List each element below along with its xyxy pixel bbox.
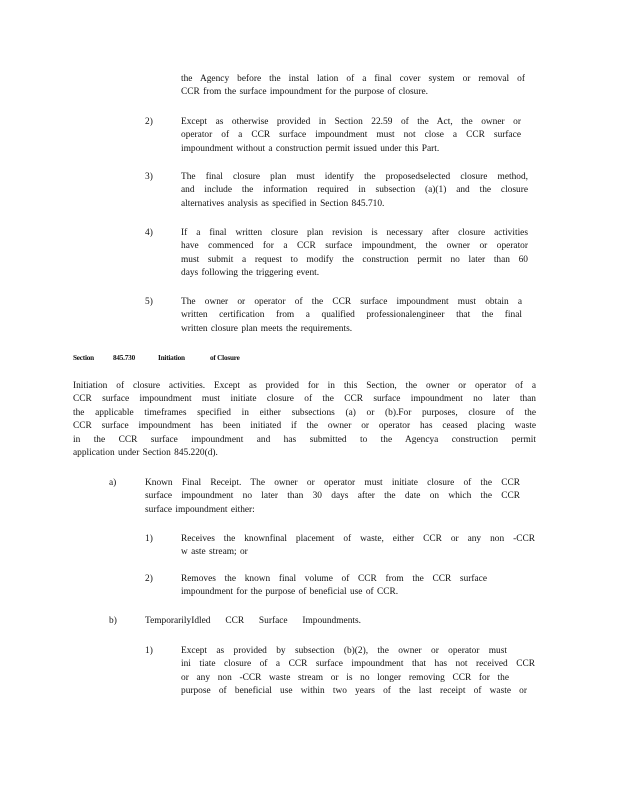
text-line: alternatives analysis as specified in Section 845.710. — [181, 198, 385, 209]
text-line: the Agency before the instal lation of a final cover system or removal of — [181, 74, 525, 84]
text-line: If a final written closure plan revision is necessary after closure activities — [181, 228, 528, 238]
subsection-marker: a) — [109, 478, 117, 488]
text-line: application under Section 845.220(d). — [73, 448, 218, 459]
text-line: or any non -CCR waste stream or is no longer removing CCR for the — [181, 672, 509, 683]
section-label: Section — [73, 354, 94, 362]
list-marker: 3) — [145, 172, 153, 182]
text-line: written closure plan meets the requirements. — [181, 323, 353, 334]
text-line: and include the information required in subsection (a)(1) and the closure — [181, 185, 528, 196]
text-line: w aste stream; or — [181, 547, 248, 558]
text-line: Initiation of closure activities. Except as provided for in this Section, the owner or operator of a — [73, 381, 536, 391]
text-line: The owner or operator of the CCR surface impoundment must obtain a — [181, 297, 522, 307]
subsection-b-title — [145, 615, 361, 628]
text-line: the applicable timeframes specified in either subsections (a) or (b).For purposes, closure of the — [73, 407, 536, 418]
section-number: 845.730 — [113, 354, 135, 362]
continuation-paragraph — [181, 73, 525, 100]
list-marker: 1) — [145, 534, 153, 544]
list-marker: 4) — [145, 228, 153, 238]
intro-paragraph — [73, 380, 536, 460]
text-line: Removes the known final volume of CCR from the CCR surface — [181, 574, 487, 584]
list-marker: 1) — [145, 646, 153, 656]
list-item — [181, 116, 521, 156]
list-item — [181, 573, 487, 600]
section-title-rest: of Closure — [210, 354, 240, 362]
section-title-word: Initiation — [158, 354, 185, 362]
list-item — [181, 533, 535, 560]
text-line: days following the triggering event. — [181, 268, 320, 279]
section-heading — [73, 352, 273, 364]
text-line: Except as otherwise provided in Section 22.59 of the Act, the owner or — [181, 117, 521, 127]
text-line: CCR surface impoundment has been initiated if the owner or operator has ceased placing waste — [73, 421, 536, 432]
subsection-marker: b) — [109, 616, 117, 626]
list-marker: 2) — [145, 117, 153, 127]
list-item — [181, 227, 528, 281]
text-line: written certification from a qualified professionalengineer that the final — [181, 310, 522, 321]
text-line: have commenced for a CCR surface impoundment, the owner or operator — [181, 241, 528, 252]
text-line: in the CCR surface impoundment and has submitted to the Agencya construction permit — [73, 434, 536, 445]
text-line: CCR from the surface impoundment for the purpose of closure. — [181, 87, 428, 98]
subsection-title: TemporarilyIdled CCR Surface Impoundments. — [145, 616, 361, 626]
list-item — [181, 645, 535, 699]
text-line: impoundment for the purpose of beneficial use of CCR. — [181, 587, 399, 598]
text-line: ini tiate closure of a CCR surface impoundment that has not received CCR — [181, 659, 535, 670]
text-line: Receives the knownfinal placement of waste, either CCR or any non -CCR — [181, 534, 535, 544]
text-line: purpose of beneficial use within two years of the last receipt of waste or — [181, 686, 527, 697]
text-line: Except as provided by subsection (b)(2), the owner or operator must — [181, 646, 507, 656]
text-line: surface impoundment either: — [145, 504, 255, 515]
list-marker: 5) — [145, 297, 153, 307]
text-line: surface impoundment no later than 30 days after the date on which the CCR — [145, 491, 520, 502]
subsection-a-text — [145, 477, 520, 517]
list-item — [181, 296, 522, 336]
list-marker: 2) — [145, 574, 153, 584]
list-item — [181, 171, 528, 211]
text-line: operator of a CCR surface impoundment must not close a CCR surface — [181, 130, 521, 141]
text-line: The final closure plan must identify the proposedselected closure method, — [181, 172, 528, 182]
text-line: impoundment without a construction permit issued under this Part. — [181, 143, 440, 154]
text-line: CCR surface impoundment must initiate closure of the CCR surface impoundment no later than — [73, 394, 536, 405]
text-line: Known Final Receipt. The owner or operator must initiate closure of the CCR — [145, 478, 520, 488]
text-line: must submit a request to modify the construction permit no later than 60 — [181, 254, 528, 265]
